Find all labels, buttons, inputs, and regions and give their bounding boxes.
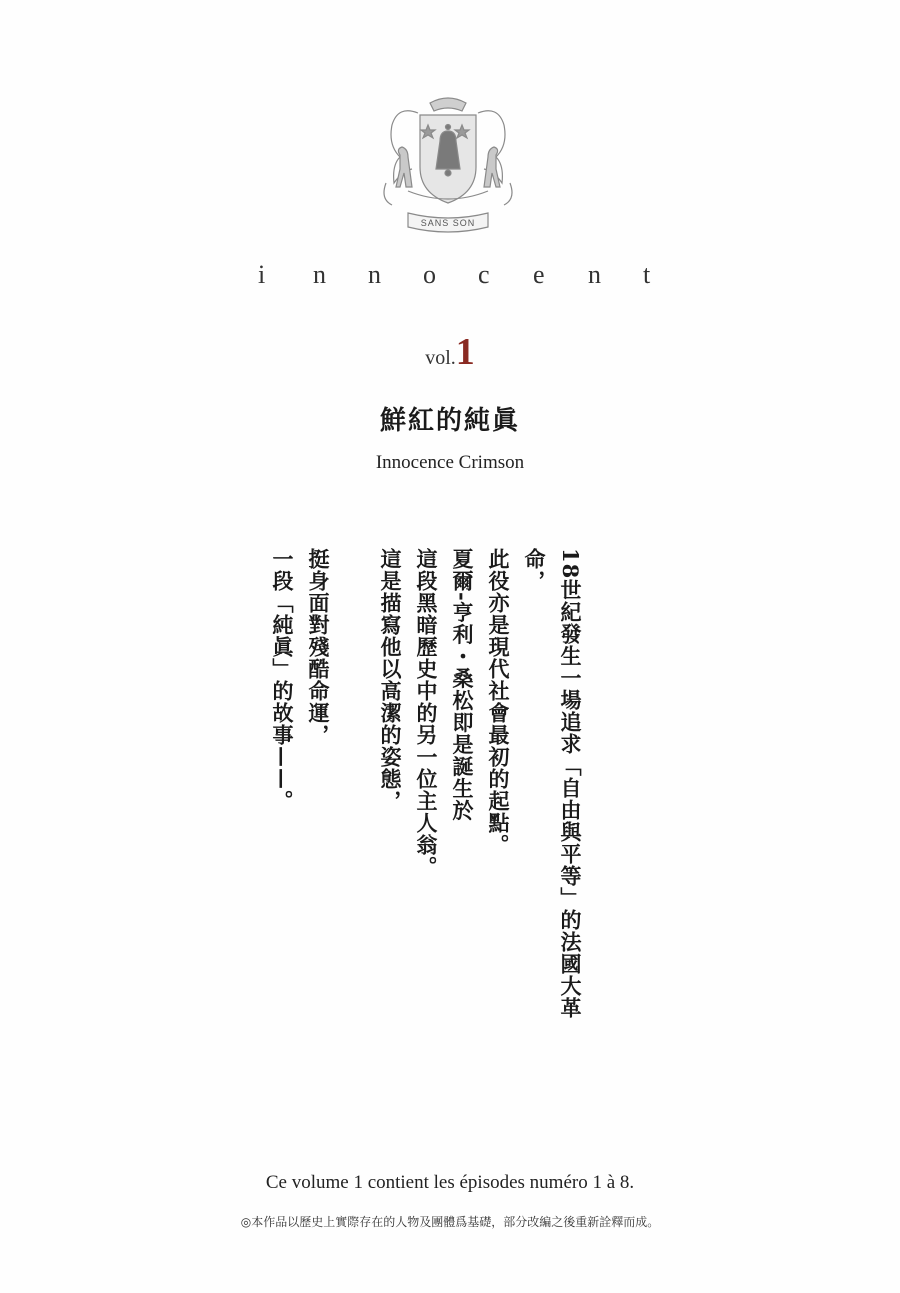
title-letter: i [258,260,266,289]
episodes-note: Ce volume 1 contient les épisodes numéro 1 à 8. [265,1172,635,1193]
synopsis-line: 這是描寫他以高潔的姿態， [378,548,403,812]
crest-motto: SANS SON [420,218,476,228]
synopsis-line: 此役亦是現代社會最初的起點。 [486,548,511,856]
volume-prefix: vol. [425,347,456,369]
synopsis-line: 這段黑暗歷史中的另一位主人翁。 [414,548,439,878]
title-letter: o [423,260,436,289]
synopsis-line: 18世紀發生一場追求「自由與平等」的法國大革命， [522,548,583,1020]
volume-number: 1 [455,331,475,373]
vertical-synopsis [264,548,588,1028]
coat-of-arms-icon [378,95,518,240]
synopsis-line: 挺身面對殘酷命運， [306,548,331,746]
synopsis-line: 一段「純眞」的故事——。 [270,548,295,812]
spaced-title [258,260,698,290]
title-letter: c [478,260,490,289]
synopsis-line: 夏爾-亨利・桑松即是誕生於 [450,548,475,822]
title-letter: t [643,260,651,289]
title-letter: n [368,260,381,289]
title-letter: n [313,260,326,289]
english-title: Innocence Crimson [375,452,525,473]
copyright-footnote: ◎本作品以歷史上實際存在的人物及團體爲基礎，部分改編之後重新詮釋而成。 [240,1215,660,1229]
volume-label [0,330,900,374]
chinese-title: 鮮紅的純眞 [379,406,520,436]
title-letter: e [533,260,545,289]
title-letter: n [588,260,601,289]
